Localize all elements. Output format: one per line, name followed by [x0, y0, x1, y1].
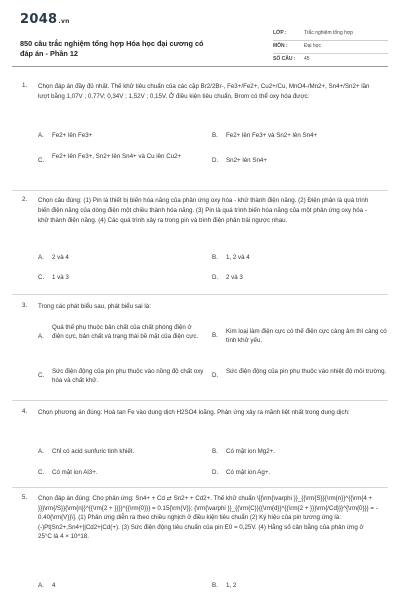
meta-label: MÔN :: [273, 43, 288, 49]
meta-label: SỐ CÂU :: [273, 56, 296, 62]
option-text: 1, 2: [226, 582, 237, 589]
option-text: Có mặt ion Al3+.: [52, 469, 98, 476]
meta-value: 45: [304, 56, 310, 62]
question-number: 5.: [22, 494, 28, 501]
question-5: [22, 494, 382, 598]
meta-value: Trắc nghiệm tổng hợp: [304, 30, 353, 36]
page-title: 850 câu trắc nghiệm tổng hợp Hóa học đại cương có đáp án - Phần 12: [20, 39, 204, 58]
option-text: Fe2+ lên Fe3+: [52, 132, 93, 139]
option-text: Quá thế phụ thuộc bản chất của chất phóng điện ở điện cực, bản chất và trạng thái bề mặt của điện cực.: [52, 324, 199, 340]
option-letter: B.: [212, 582, 218, 589]
option-letter: B.: [212, 132, 218, 139]
option-text: 1, 2 và 4: [226, 254, 250, 261]
option-letter: C.: [38, 469, 45, 476]
option-letter: A.: [38, 582, 44, 589]
question-4: [22, 408, 382, 488]
question-divider: [12, 294, 388, 295]
meta-row-subject: [273, 41, 388, 54]
meta-value: Đại học: [304, 43, 321, 49]
option-text: 2 và 3: [226, 274, 243, 281]
option-text: Kim loại làm điện cực có thế điện cực càng âm thì càng có tính khử yếu.: [226, 328, 387, 344]
option-letter: D.: [212, 274, 219, 281]
meta-row-class: [273, 28, 388, 41]
option-letter: D.: [212, 372, 219, 379]
option-letter: C.: [38, 372, 45, 379]
question-text: Chọn đáp án đúng: Cho phản ứng: Sn4+ + Cd ⇄ Sn2+ + Cd2+. Thế khử chuẩn \[{\rm{\varphi }}_{{\rm{S}}{\rm{n}}^{{\rm{4 + }}}\rm{/S}}{\rm{n}}^{{\rm{2 + }}}}^{{\rm{0}}} = 0.15{\rm{V}}; {\rm{\varphi }}_{{\rm{C}}{{\rm{d}}^{{\rm{2 + }}}\rm{/Cd}}}^{\rm{0}}} = - 0.40{\rm{V}}\]. (1) Phản ứng diễn ra theo chiều nghịch ở điều kiện tiêu chuẩn (2) Ký hiệu của pin tương ứng là: (-)Pt|Sn2+,Sn4+||Cd2+|Cd(+). (3) Sức điện động tiêu chuẩn của pin E0 = 0,25V. (4) Hằng số cân bằng của phản ứng ở 25°C là 4 × 10^18.: [38, 495, 378, 541]
option-text: Chỉ có acid sunfuric tinh khiết.: [52, 448, 135, 455]
option-letter: A.: [38, 254, 44, 261]
option-letter: A.: [38, 333, 44, 340]
site-logo[interactable]: [20, 12, 70, 27]
question-number: 4.: [22, 408, 28, 415]
question-number: 3.: [22, 302, 28, 309]
header: [20, 12, 382, 62]
option-letter: D.: [212, 469, 219, 476]
logo-text: 2048: [20, 12, 58, 27]
option-text: Có mặt ion Ag+.: [226, 469, 271, 476]
option-letter: D.: [212, 157, 219, 164]
option-letter: A.: [38, 132, 44, 139]
logo-suffix: .vn: [58, 18, 70, 25]
option-letter: B.: [212, 254, 218, 261]
option-text: Sn2+ lên Sn4+: [226, 157, 267, 164]
option-letter: A.: [38, 448, 44, 455]
question-divider: [12, 190, 388, 191]
option-text: 1 và 3: [52, 274, 69, 281]
question-number: 2.: [22, 196, 28, 203]
option-text: Fe2+ lên Fe3+, Sn2+ lên Sn4+ và Cu lên Cu2+: [52, 153, 182, 160]
option-text: Fe2+ lên Fe3+ và Sn2+ lên Sn4+: [226, 132, 318, 139]
option-letter: B.: [212, 448, 218, 455]
option-text: 2 và 4: [52, 254, 69, 261]
question-text: Trong các phát biểu sau, phát biểu sai là:: [38, 303, 151, 310]
option-text: Sức điện động của pin phụ thuộc vào nhiệt độ môi trường.: [226, 368, 387, 375]
question-3: [22, 302, 387, 402]
question-divider: [12, 400, 388, 401]
option-text: 4: [52, 582, 56, 589]
question-2: [22, 196, 382, 296]
meta-label: LỚP :: [273, 30, 287, 36]
question-number: 1.: [22, 82, 28, 89]
header-divider: [12, 66, 388, 67]
option-letter: C.: [38, 157, 45, 164]
option-text: Có mặt ion Mg2+.: [226, 448, 276, 455]
question-1: [22, 82, 382, 192]
question-text: Chọn phương án đúng: Hoà tan Fe vào dung dịch H2SO4 loãng. Phản ứng xảy ra mãnh liệt nhất trong dung dịch:: [38, 409, 350, 416]
option-text: Sức điện động của pin phụ thuộc vào nồng độ chất oxy hóa và chất khử.: [52, 368, 204, 384]
question-divider: [12, 487, 388, 488]
option-letter: C.: [38, 274, 45, 281]
quiz-meta: [273, 28, 388, 67]
option-letter: B.: [212, 332, 218, 339]
question-text: Chọn đáp án đầy đủ nhất. Thế khử tiêu chuẩn của các cặp Br2/2Br-, Fe3+/Fe2+, Cu2+/Cu, MnO4-/Mn2+, Sn4+/Sn2+ lần lượt bằng 1,07V ; 0,77V; 0,34V ; 1,52V ; 0,15V. Ở điều kiện tiêu chuẩn, Brom có thể oxy hóa được:: [38, 83, 370, 100]
question-text: Chọn câu đúng: (1) Pin là thiết bị biến hóa năng của phản ứng oxy hóa - khử thành điện năng. (2) Điện phân là quá trình biến điện năng của dòng điện một chiều thành hóa năng. (3) Pin là quá trình biến hóa năng của một phản ứng oxy hóa - khử thành điện năng. (4) Các quá trình xảy ra trong pin và bình điện phân trái ngược nhau.: [38, 197, 369, 224]
